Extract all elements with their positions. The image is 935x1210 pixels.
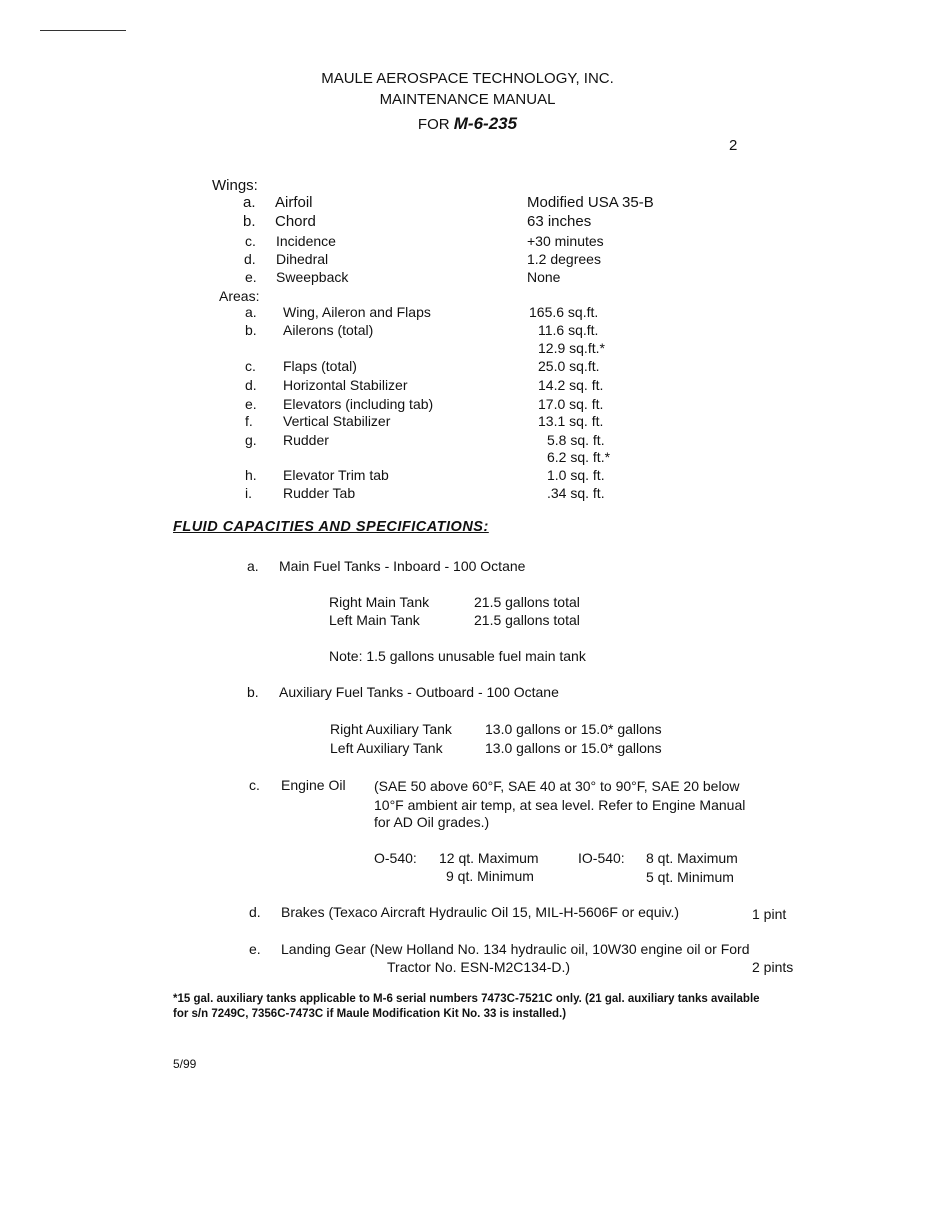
- engine-io540-min: 5 qt. Minimum: [646, 869, 734, 885]
- landing-gear-quantity: 2 pints: [752, 959, 794, 975]
- wing-label: Dihedral: [276, 251, 329, 267]
- area-value-alt: 6.2 sq. ft.*: [547, 449, 611, 465]
- wing-label: Chord: [275, 213, 316, 230]
- revision-date: 5/99: [173, 1057, 197, 1071]
- wing-value: None: [527, 269, 561, 285]
- area-letter: a.: [245, 304, 257, 320]
- area-letter: h.: [245, 467, 257, 483]
- for-label: FOR: [417, 116, 450, 133]
- area-value: 13.1 sq. ft.: [538, 413, 604, 429]
- main-tank-note: Note: 1.5 gallons unusable fuel main tank: [329, 648, 586, 664]
- area-value: 165.6 sq.ft.: [529, 304, 599, 320]
- engine-io540-max: 8 qt. Maximum: [646, 850, 738, 866]
- aux-fuel-letter: b.: [247, 684, 259, 700]
- area-label: Horizontal Stabilizer: [283, 377, 408, 393]
- area-label: Wing, Aileron and Flaps: [283, 304, 431, 320]
- wing-label: Sweepback: [276, 269, 349, 285]
- footnote-line2: for s/n 7249C, 7356C-7473C if Maule Modification Kit No. 33 is installed.): [173, 1008, 567, 1020]
- fluid-section-title: FLUID CAPACITIES AND SPECIFICATIONS:: [173, 519, 489, 535]
- footnote-line1: *15 gal. auxiliary tanks applicable to M-6 serial numbers 7473C-7521C only. (21 gal. auxiliary tanks available: [173, 993, 760, 1005]
- area-label: Elevator Trim tab: [283, 467, 389, 483]
- wing-label: Incidence: [276, 233, 336, 249]
- wing-value: 63 inches: [527, 213, 592, 230]
- wing-letter: b.: [243, 213, 256, 230]
- manual-title: MAINTENANCE MANUAL: [379, 91, 556, 108]
- area-value: 11.6 sq.ft.: [538, 322, 599, 338]
- landing-gear-text-line1: Landing Gear (New Holland No. 134 hydraulic oil, 10W30 engine oil or Ford: [281, 941, 750, 957]
- landing-gear-text-line2: Tractor No. ESN-M2C134-D.): [387, 959, 571, 975]
- engine-oil-desc-line1: (SAE 50 above 60°F, SAE 40 at 30° to 90°F, SAE 20 below: [374, 778, 740, 794]
- wings-title: Wings:: [212, 177, 258, 194]
- engine-oil-desc-line2: 10°F ambient air temp, at sea level. Refer to Engine Manual: [374, 797, 746, 813]
- aux-fuel-label: Auxiliary Fuel Tanks - Outboard - 100 Octane: [279, 684, 559, 700]
- wing-value: 1.2 degrees: [527, 251, 601, 267]
- area-letter: b.: [245, 322, 257, 338]
- model-name: M-6-235: [453, 114, 518, 133]
- model-line: [0, 114, 935, 134]
- area-label: Rudder: [283, 432, 329, 448]
- area-label: Elevators (including tab): [283, 396, 434, 412]
- wing-letter: c.: [245, 233, 256, 249]
- area-value: 5.8 sq. ft.: [547, 432, 605, 448]
- areas-title: Areas:: [219, 288, 260, 304]
- right-main-tank-name: Right Main Tank: [329, 594, 430, 610]
- right-main-tank-value: 21.5 gallons total: [474, 594, 580, 610]
- area-letter: f.: [245, 413, 253, 429]
- top-rule: [40, 30, 126, 31]
- area-letter: g.: [245, 432, 257, 448]
- area-letter: i.: [245, 485, 252, 501]
- area-value: 25.0 sq.ft.: [538, 358, 600, 374]
- engine-oil-label: Engine Oil: [281, 777, 346, 793]
- area-value: .34 sq. ft.: [547, 485, 605, 501]
- wing-value: Modified USA 35-B: [527, 194, 654, 211]
- company-name: MAULE AEROSPACE TECHNOLOGY, INC.: [321, 70, 614, 87]
- wing-letter: d.: [244, 251, 256, 267]
- main-fuel-letter: a.: [247, 558, 259, 574]
- brakes-quantity: 1 pint: [752, 906, 787, 922]
- area-label: Vertical Stabilizer: [283, 413, 391, 429]
- engine-o540-min: 9 qt. Minimum: [446, 868, 534, 884]
- landing-gear-letter: e.: [249, 941, 261, 957]
- area-value: 1.0 sq. ft.: [547, 467, 605, 483]
- wing-letter: a.: [243, 194, 256, 211]
- main-fuel-label: Main Fuel Tanks - Inboard - 100 Octane: [279, 558, 526, 574]
- wing-value: +30 minutes: [527, 233, 604, 249]
- left-main-tank-value: 21.5 gallons total: [474, 612, 580, 628]
- wing-letter: e.: [245, 269, 257, 285]
- area-value: 17.0 sq. ft.: [538, 396, 604, 412]
- brakes-letter: d.: [249, 904, 261, 920]
- area-letter: e.: [245, 396, 257, 412]
- left-aux-tank-name: Left Auxiliary Tank: [330, 740, 443, 756]
- right-aux-tank-name: Right Auxiliary Tank: [330, 721, 452, 737]
- engine-o540-max: 12 qt. Maximum: [439, 850, 539, 866]
- area-letter: d.: [245, 377, 257, 393]
- wing-label: Airfoil: [275, 194, 313, 211]
- area-label: Ailerons (total): [283, 322, 374, 338]
- area-value: 14.2 sq. ft.: [538, 377, 604, 393]
- area-label: Rudder Tab: [283, 485, 356, 501]
- page-number: 2: [729, 137, 738, 154]
- left-aux-tank-value: 13.0 gallons or 15.0* gallons: [485, 740, 662, 756]
- left-main-tank-name: Left Main Tank: [329, 612, 420, 628]
- engine-io540-label: IO-540:: [578, 850, 625, 866]
- area-value-alt: 12.9 sq.ft.*: [538, 340, 605, 356]
- area-label: Flaps (total): [283, 358, 357, 374]
- engine-o540-label: O-540:: [374, 850, 417, 866]
- area-letter: c.: [245, 358, 256, 374]
- right-aux-tank-value: 13.0 gallons or 15.0* gallons: [485, 721, 662, 737]
- brakes-text: Brakes (Texaco Aircraft Hydraulic Oil 15, MIL-H-5606F or equiv.): [281, 904, 680, 920]
- engine-oil-letter: c.: [249, 777, 260, 793]
- engine-oil-desc-line3: for AD Oil grades.): [374, 814, 490, 830]
